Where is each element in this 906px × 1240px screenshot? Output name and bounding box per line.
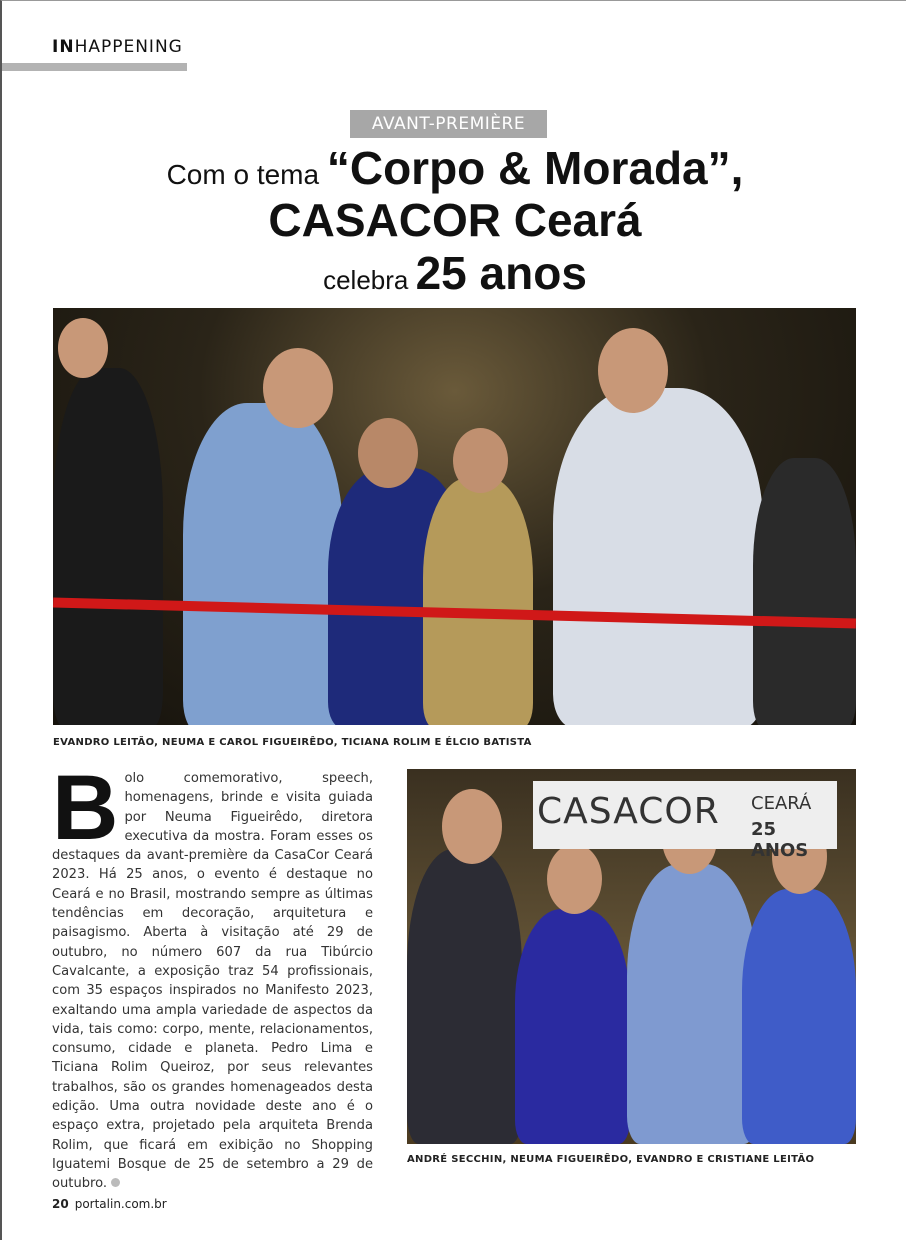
sign-years: 25 ANOS <box>751 819 809 861</box>
page-number: 20 <box>52 1197 69 1211</box>
article-text: olo comemorativo, speech, homenagens, brinde e visita guiada por Neuma Figueirêdo, diretora executiva da mostra. Foram esses os destaques da avant-première da CasaCor Ceará 2023. Há 25 anos, o evento é destaque no Ceará e no Brasil, mostrando sempre as últimas tendências em decoração, arquitetura e paisagismo. Aberta à visitação até 29 de outubro, no número 607 da rua Tibúrcio Cavalcante, a exposição traz 54 profissionais, com 35 espaços inspirados no Manifesto 2023, exaltando uma ampla variedade de aspectos da vida, tais como: corpo, mente, relacionamentos, consumo, cidade e planeta. Pedro Lima e Ticiana Rolim Queiroz, por seus relevantes trabalhos, são os grandes homenageados desta edição. Uma outra novidade deste ano é o espaço extra, projetado pela arquiteta Brenda Rolim, que ficará em exibição no Shopping Iguatemi Bosque de 25 de setembro a 29 de outubro. <box>52 771 373 1192</box>
photo-caption-1: EVANDRO LEITÃO, NEUMA E CAROL FIGUEIRÊDO, TICIANA ROLIM E ÉLCIO BATISTA <box>53 737 532 748</box>
title-line-3 <box>2 246 906 300</box>
casacor-sign <box>533 781 837 861</box>
drop-cap: B <box>52 757 119 859</box>
section-bar <box>2 63 187 71</box>
section-bold: IN <box>52 37 75 57</box>
end-mark-icon <box>111 1178 120 1187</box>
section-label <box>52 37 183 57</box>
sign-city: CEARÁ <box>751 793 812 814</box>
photo-caption-2: ANDRÉ SECCHIN, NEUMA FIGUEIRÊDO, EVANDRO E CRISTIANE LEITÃO <box>407 1154 815 1165</box>
ribbon-cutting-photo <box>53 308 856 725</box>
title-line-1 <box>2 141 906 195</box>
title-big: 25 anos <box>415 247 587 299</box>
title-big: “Corpo & Morada”, <box>326 142 744 194</box>
title-small: Com o tema <box>166 159 320 190</box>
title-small: celebra <box>323 265 409 295</box>
section-rest: HAPPENING <box>74 37 183 57</box>
title-line-2: CASACOR Ceará <box>268 194 642 246</box>
kicker: AVANT-PREMIÈRE <box>350 110 547 138</box>
footer-site: portalin.com.br <box>74 1197 167 1211</box>
sign-brand: CASACOR <box>537 791 720 832</box>
group-photo <box>407 769 856 1144</box>
page-footer <box>52 1197 167 1211</box>
article-body <box>52 757 373 1194</box>
